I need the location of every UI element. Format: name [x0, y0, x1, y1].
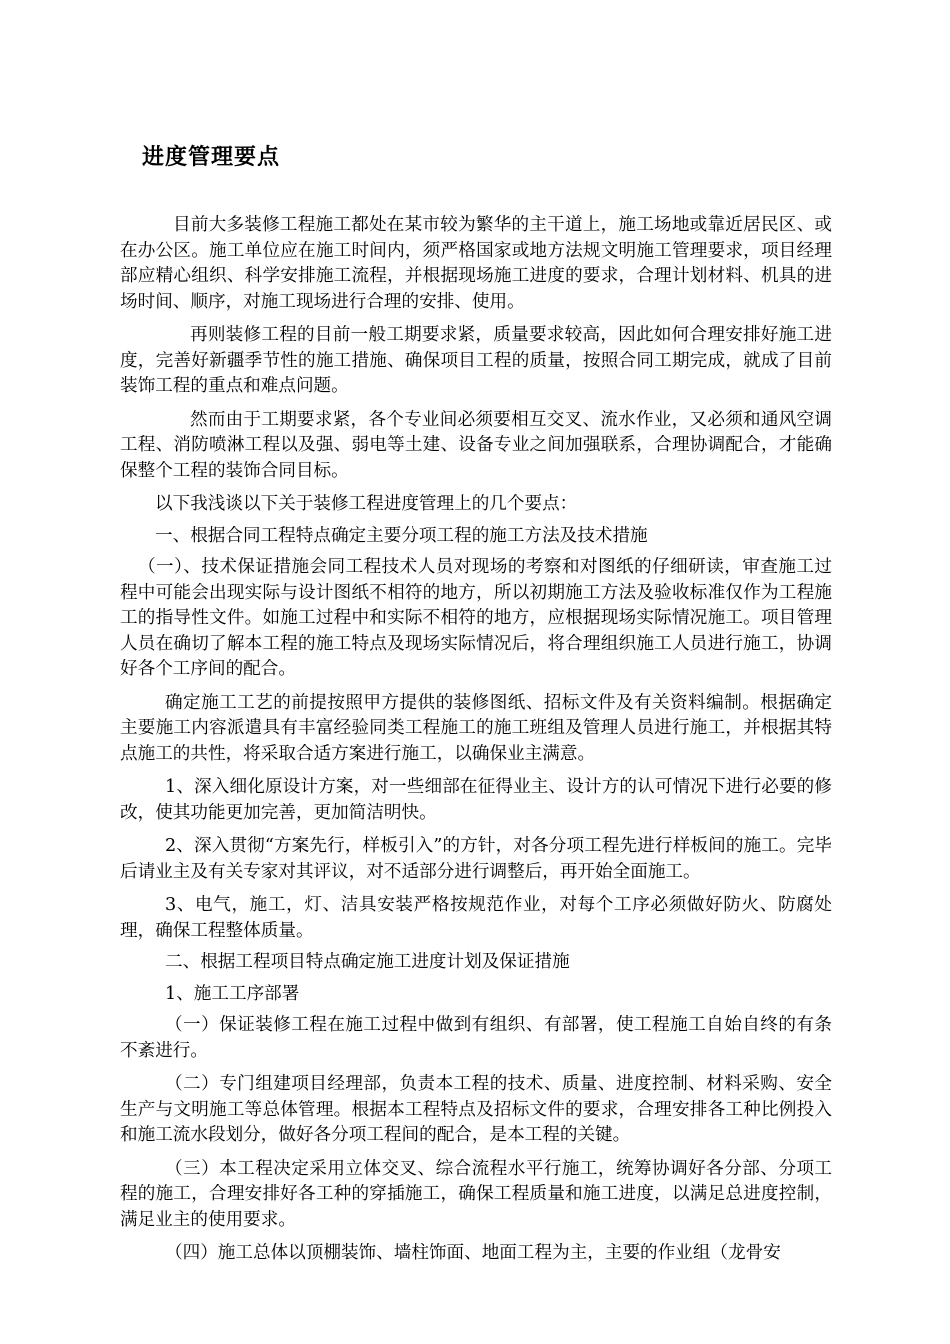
document-body — [120, 213, 832, 1267]
subsection-heading: 1、施工工序部署 — [165, 983, 300, 1004]
list-item: 3、电气，施工，灯、洁具安装严格按规范作业，对每个工序必须做好防火、防腐处理，确保工程整体质量。 — [120, 895, 832, 941]
paragraph: （三）本工程决定采用立体交叉、综合流程水平行施工，统筹协调好各分部、分项工程的施工，合理安排好各工种的穿插施工，确保工程质量和施工进度，以满足总进度控制，满足业主的使用要求。 — [120, 1158, 832, 1230]
paragraph: 再则装修工程的目前一般工期要求紧，质量要求较高，因此如何合理安排好施工进度，完善好新疆季节性的施工措施、确保项目工程的质量，按照合同工期完成，就成了目前装饰工程的重点和难点问题。 — [120, 325, 832, 396]
list-item: 1、深入细化原设计方案，对一些细部在征得业主、设计方的认可情况下进行必要的修改，使其功能更加完善，更加简洁明快。 — [120, 777, 832, 823]
paragraph: （四）施工总体以顶棚装饰、墙柱饰面、地面工程为主，主要的作业组（龙骨安 — [165, 1243, 781, 1263]
paragraph: 确定施工工艺的前提按照甲方提供的装修图纸、招标文件及有关资料编制。根据确定主要施工内容派遣具有丰富经验同类工程施工的施工班组及管理人员进行施工，并根据其特点施工的共性，将采取合适方案进行施工，以确保业主满意。 — [120, 692, 832, 764]
section-heading: 二、根据工程项目特点确定施工进度计划及保证措施 — [165, 952, 570, 972]
paragraph: （二）专门组建项目经理部，负责本工程的技术、质量、进度控制、材料采购、安全生产与文明施工等总体管理。根据本工程特点及招标文件的要求，合理安排各工种比例投入和施工流水段划分，做好各分项工程间的配合，是本工程的关键。 — [120, 1074, 832, 1145]
paragraph: （一）保证装修工程在施工过程中做到有组织、有部署，使工程施工自始自终的有条不紊进行。 — [120, 1015, 832, 1061]
paragraph: （一）、技术保证措施会同工程技术人员对现场的考察和对图纸的仔细研读，审查施工过程中可能会出现实际与设计图纸不相符的地方，所以初期施工方法及验收标准仅作为工程施工的指导性文件。如施工过程中和实际不相符的地方，应根据现场实际情况施工。项目管理人员在确切了解本工程的施工特点及现场实际情况后，将合理组织施工人员进行施工，协调好各个工序间的配合。 — [120, 557, 832, 679]
list-item: 2、深入贯彻“方案先行，样板引入”的方针，对各分项工程先进行样板间的施工。完毕后请业主及有关专家对其评议，对不适部分进行调整后，再开始全面施工。 — [120, 836, 832, 882]
paragraph: 目前大多装修工程施工都处在某市较为繁华的主干道上，施工场地或靠近居民区、或在办公区。施工单位应在施工时间内，须严格国家或地方法规文明施工管理要求，项目经理部应精心组织、科学安排施工流程，并根据现场施工进度的要求，合理计划材料、机具的进场时间、顺序，对施工现场进行合理的安排、使用。 — [120, 215, 832, 312]
paragraph: 以下我浅谈以下关于装修工程进度管理上的几个要点： — [155, 494, 578, 514]
page-title: 进度管理要点 — [142, 145, 281, 170]
paragraph: 然而由于工期要求紧，各个专业间必须要相互交叉、流水作业，又必须和通风空调工程、消防喷淋工程以及强、弱电等土建、设备专业之间加强联系，合理协调配合，才能确保整个工程的装饰合同目标。 — [120, 409, 832, 481]
section-heading: 一、根据合同工程特点确定主要分项工程的施工方法及技术措施 — [155, 525, 648, 546]
